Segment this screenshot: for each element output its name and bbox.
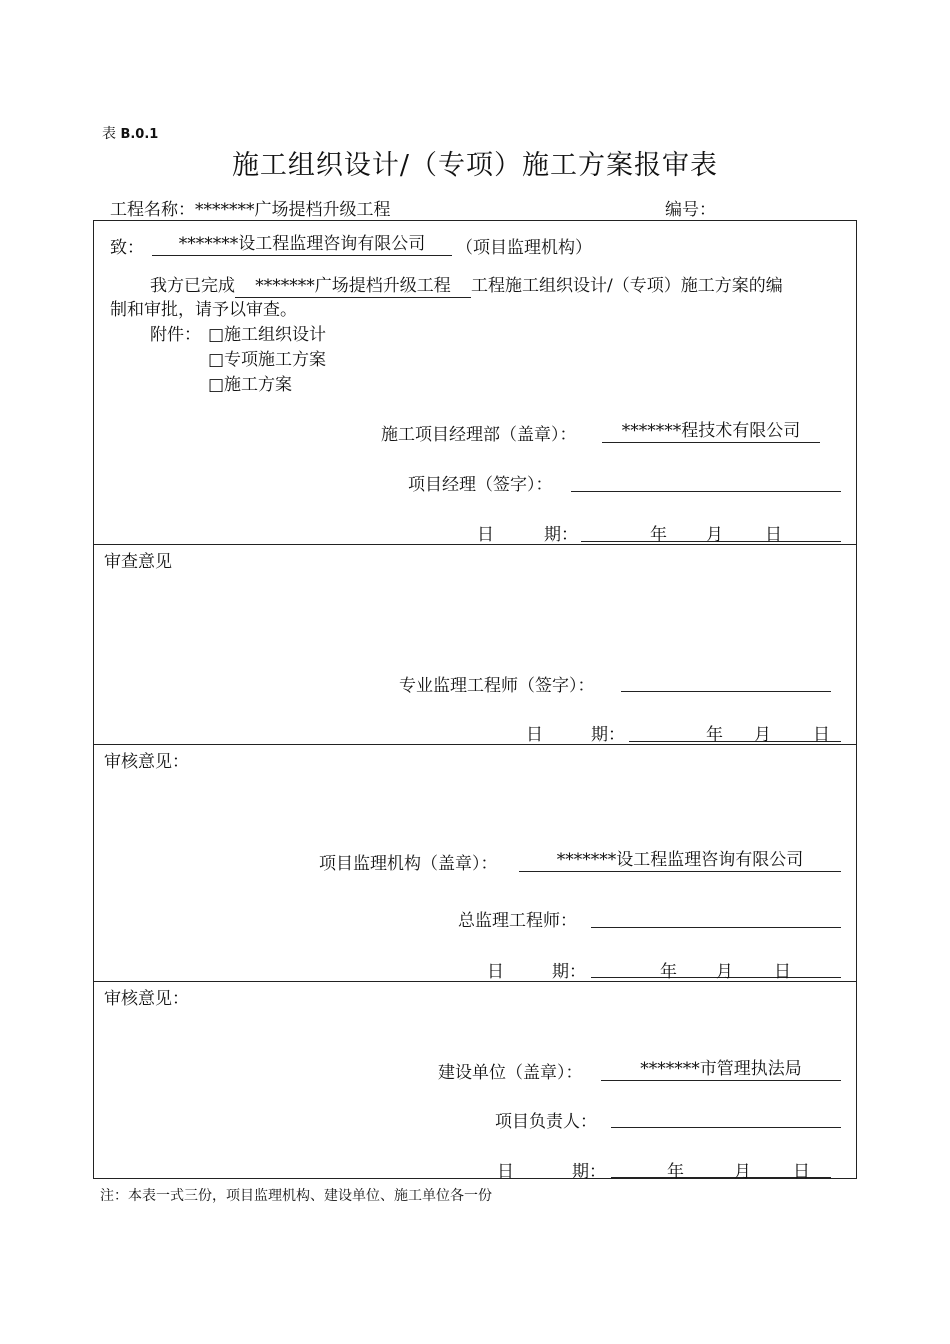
engineer-signature-line[interactable]	[621, 691, 831, 692]
to-suffix: （项目监理机构）	[456, 238, 592, 258]
to-value: *******设工程监理咨询有限公司	[152, 233, 452, 256]
date-label-qi: 期：	[544, 525, 578, 545]
date-day: 日	[765, 525, 782, 545]
audit-heading: 审核意见：	[104, 752, 189, 772]
date-month: 月	[734, 1162, 751, 1182]
body-line1	[150, 271, 783, 298]
attachment-item[interactable]: □专项施工方案	[208, 350, 327, 370]
section-divider	[94, 544, 856, 545]
dept-value: *******程技术有限公司	[602, 420, 820, 443]
date-label-qi: 期：	[591, 725, 625, 745]
date-day: 日	[813, 725, 830, 745]
date-label-ri: 日	[477, 525, 494, 545]
date-year: 年	[667, 1162, 684, 1182]
manager-label: 项目经理（签字）：	[408, 475, 553, 495]
date-day: 日	[774, 962, 791, 982]
manager-signature-line[interactable]	[571, 491, 841, 492]
date-label-qi: 期：	[572, 1162, 606, 1182]
unit-label: 建设单位（盖章）：	[438, 1063, 583, 1083]
form-code	[102, 123, 158, 143]
page-title: 施工组织设计/（专项）施工方案报审表	[231, 150, 719, 181]
date-month: 月	[716, 962, 733, 982]
date-year: 年	[706, 725, 723, 745]
project-name-row	[110, 195, 391, 220]
engineer-label: 专业监理工程师（签字）：	[399, 676, 595, 696]
date-day: 日	[793, 1162, 810, 1182]
date-year: 年	[650, 525, 667, 545]
date-label-ri: 日	[487, 962, 504, 982]
section-divider	[94, 981, 856, 982]
date-month: 月	[706, 525, 723, 545]
body-rest: 工程施工组织设计/（专项）施工方案的编	[471, 276, 783, 296]
attachments-label: 附件：	[150, 325, 201, 345]
chief-label: 总监理工程师：	[458, 911, 577, 931]
unit-value: *******市管理执法局	[601, 1058, 841, 1081]
org-value: *******设工程监理咨询有限公司	[519, 849, 841, 872]
date-month: 月	[754, 725, 771, 745]
form-table	[93, 220, 857, 1182]
date-year: 年	[660, 962, 677, 982]
date-label-qi: 期：	[552, 962, 586, 982]
footnote: 注：本表一式三份，项目监理机构、建设单位、施工单位各一份	[100, 1188, 492, 1204]
chief-signature-line[interactable]	[591, 927, 841, 928]
owner-audit-heading: 审核意见：	[104, 989, 189, 1009]
review-heading: 审查意见	[104, 552, 172, 572]
attachment-item[interactable]: □施工组织设计	[208, 325, 327, 345]
dept-label: 施工项目经理部（盖章）：	[381, 425, 577, 445]
leader-signature-line[interactable]	[611, 1127, 841, 1128]
date-line[interactable]	[629, 741, 841, 742]
form-code-number: B.0.1	[120, 127, 159, 142]
attachment-item[interactable]: □施工方案	[208, 375, 293, 395]
section-divider	[94, 744, 856, 745]
body-prefix: 我方已完成	[150, 276, 235, 296]
number-label: 编号：	[665, 200, 716, 220]
date-label-ri: 日	[497, 1162, 514, 1182]
body-line2: 制和审批，请予以审查。	[110, 300, 297, 320]
form-code-prefix: 表	[102, 126, 116, 142]
leader-label: 项目负责人：	[495, 1112, 597, 1132]
to-label: 致：	[110, 238, 144, 258]
project-label: 工程名称：	[110, 200, 195, 220]
project-name: *******广场提档升级工程	[195, 200, 391, 220]
body-project: *******广场提档升级工程	[235, 276, 471, 298]
date-label-ri: 日	[526, 725, 543, 745]
org-label: 项目监理机构（盖章）：	[319, 854, 498, 874]
